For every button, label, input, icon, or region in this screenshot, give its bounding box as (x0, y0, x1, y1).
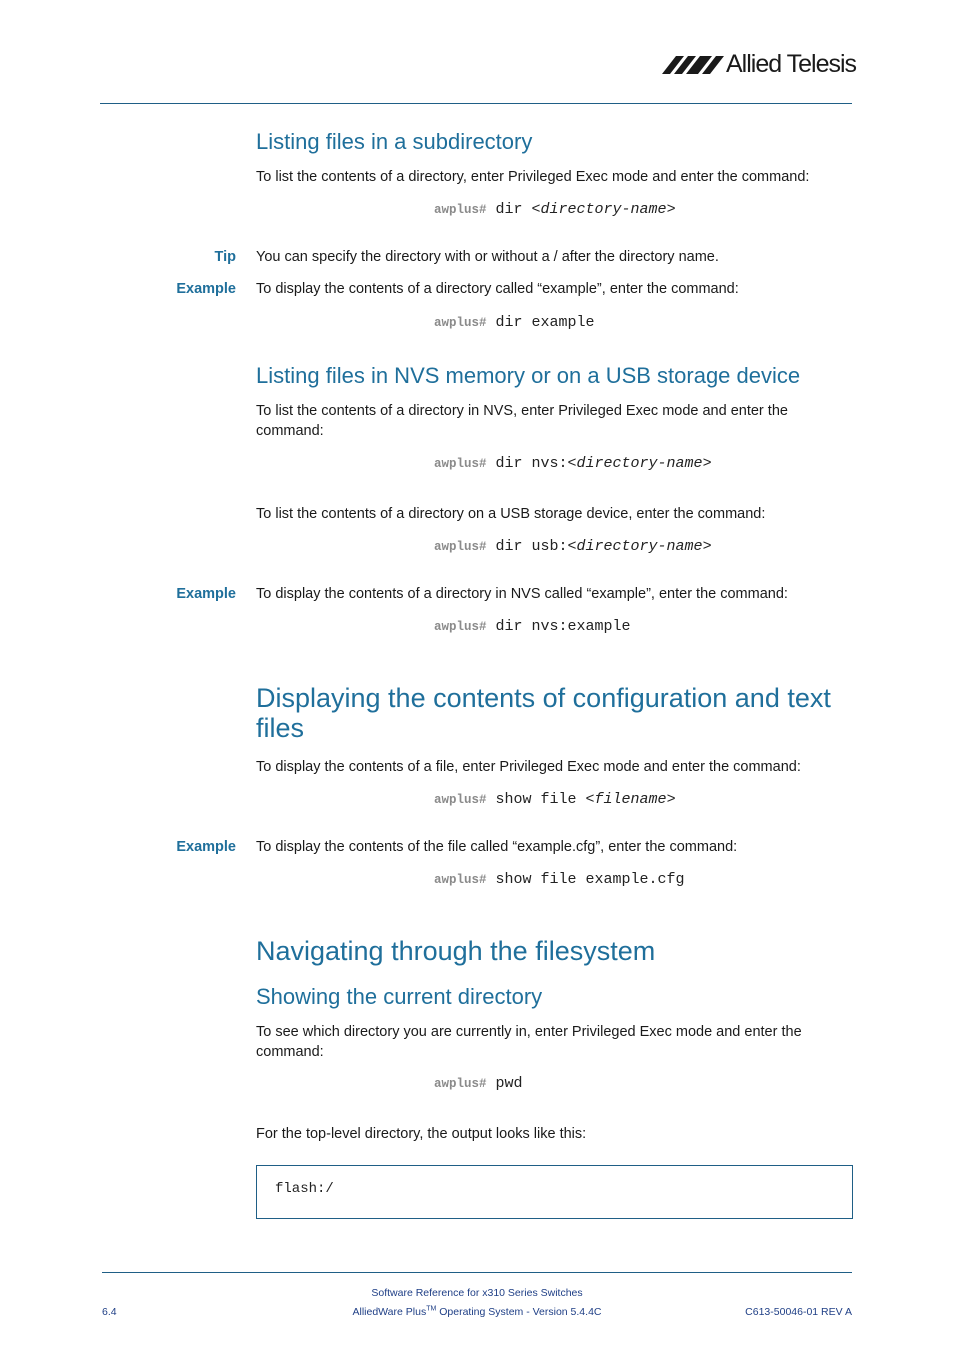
footer-product: AlliedWare Plus (352, 1306, 427, 1318)
example-text: To display the contents of a directory in NVS called “example”, enter the command: (256, 586, 788, 602)
tip-text: You can specify the directory with or without a / after the directory name. (256, 249, 719, 265)
command-end: > (666, 201, 676, 218)
footer-rule (102, 1272, 852, 1273)
tip-label: Tip (214, 249, 236, 265)
command-text: dir nvs:< (495, 455, 577, 472)
document-id: C613-50046-01 REV A (745, 1306, 852, 1318)
example-label: Example (176, 281, 236, 297)
example-text: To display the contents of a directory called “example”, enter the command: (256, 281, 739, 297)
header-rule (100, 103, 852, 104)
command-text: dir example (495, 314, 595, 331)
command-prompt: awplus# (434, 203, 487, 217)
example-label: Example (176, 586, 236, 602)
command-end: > (666, 791, 676, 808)
command-prompt: awplus# (434, 1077, 487, 1091)
command-arg: directory-name (576, 538, 703, 555)
command-prompt: awplus# (434, 316, 487, 330)
example-command (434, 870, 685, 890)
command-text: pwd (495, 1075, 523, 1092)
heading-displaying-contents: Displaying the contents of configuration and text files (256, 683, 831, 743)
display-command (434, 790, 676, 810)
command-end: > (702, 455, 712, 472)
command-prompt: awplus# (434, 457, 487, 471)
heading-showing-current-directory: Showing the current directory (256, 984, 543, 1009)
display-intro: To display the contents of a file, enter Privileged Exec mode and enter the command: (256, 759, 801, 775)
allied-telesis-logo-mark-icon (662, 48, 726, 80)
command-arg: directory-name (540, 201, 667, 218)
footer-os-version: Operating System - Version 5.4.4C (436, 1306, 602, 1318)
page-number: 6.4 (102, 1306, 117, 1318)
example-command (434, 313, 595, 333)
command-prompt: awplus# (434, 793, 487, 807)
command-prompt: awplus# (434, 873, 487, 887)
command-arg: filename (594, 791, 667, 808)
nvs-command (434, 454, 712, 474)
navigate-intro: To see which directory you are currently in, enter Privileged Exec mode and enter the command: (256, 1024, 802, 1060)
output-intro: For the top-level directory, the output looks like this: (256, 1126, 587, 1142)
command-text: show file example.cfg (495, 871, 685, 888)
nvs-intro: To list the contents of a directory in NVS, enter Privileged Exec mode and enter the command: (256, 403, 788, 439)
command-text: dir < (495, 201, 541, 218)
allied-telesis-logo (662, 48, 857, 80)
output-box (256, 1165, 853, 1219)
usb-command (434, 537, 712, 557)
example-text: To display the contents of the file called “example.cfg”, enter the command: (256, 839, 738, 855)
heading-listing-nvs-usb: Listing files in NVS memory or on a USB storage device (256, 363, 801, 388)
command-text: show file < (495, 791, 595, 808)
command-text: dir usb:< (495, 538, 577, 555)
usb-intro: To list the contents of a directory on a USB storage device, enter the command: (256, 506, 766, 522)
logo-text: Allied Telesis (726, 50, 857, 78)
footer-title: Software Reference for x310 Series Switches (371, 1287, 583, 1299)
command-text: dir nvs:example (495, 618, 631, 635)
subdir-intro: To list the contents of a directory, enter Privileged Exec mode and enter the command: (256, 169, 810, 185)
footer-trademark: TM (426, 1305, 437, 1313)
example-command (434, 617, 631, 637)
command-end: > (702, 538, 712, 555)
heading-navigating-filesystem: Navigating through the filesystem (256, 936, 656, 966)
subdir-command (434, 200, 676, 220)
example-label: Example (176, 839, 236, 855)
command-arg: directory-name (576, 455, 703, 472)
pwd-command (434, 1074, 523, 1094)
command-prompt: awplus# (434, 620, 487, 634)
output-text: flash:/ (275, 1181, 334, 1197)
command-prompt: awplus# (434, 540, 487, 554)
heading-listing-subdirectory: Listing files in a subdirectory (256, 129, 533, 154)
